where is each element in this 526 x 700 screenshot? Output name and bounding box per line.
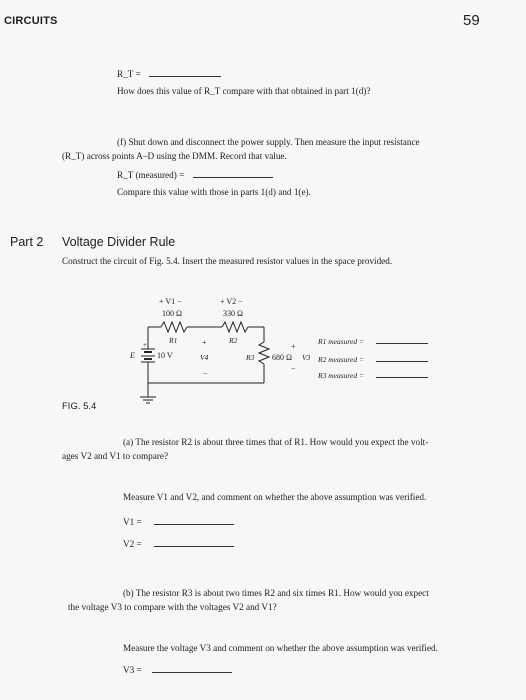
part-a-line2: ages V2 and V1 to compare? (62, 451, 169, 461)
r1-value: 100 Ω (162, 309, 182, 318)
r1-measured-label: R1 measured = (318, 337, 365, 346)
v4-plus: + (202, 338, 207, 347)
section-header: CIRCUITS (4, 15, 58, 27)
v2-field (123, 538, 234, 549)
page-number: 59 (463, 12, 480, 29)
v3-label: V3 (302, 353, 311, 362)
ground-symbol (140, 397, 156, 403)
battery-source (141, 349, 155, 362)
part-f-line1: (f) Shut down and disconnect the power supply. Then measure the input resistance (117, 137, 420, 147)
r2-resistor (222, 322, 248, 332)
r2-name: R2 (229, 336, 238, 345)
v3-answer-blank[interactable] (152, 664, 232, 673)
r3-name: R3 (246, 353, 255, 362)
rt-compare-question: How does this value of R_T compare with that obtained in part 1(d)? (117, 86, 371, 96)
r1-name: R1 (169, 336, 178, 345)
rt-label: R_T = (117, 69, 141, 79)
source-plus: + (143, 341, 147, 349)
v1-answer-blank[interactable] (154, 516, 234, 525)
v4-minus: − (203, 369, 208, 378)
r3-measured-field (318, 369, 428, 380)
r2-measured-blank[interactable] (376, 353, 428, 362)
v1-field (123, 516, 234, 527)
part-b-line2: the voltage V3 to compare with the voltages V2 and V1? (68, 602, 277, 612)
part-b-line1: (b) The resistor R3 is about two times R2 and six times R1. How would you expect (123, 588, 429, 598)
r3-resistor (259, 342, 269, 364)
part-b-measure: Measure the voltage V3 and comment on whether the above assumption was verified. (123, 643, 438, 653)
r1-measured-field (318, 335, 428, 346)
v2-answer-blank[interactable] (154, 538, 234, 547)
v2-label: + V2 − (220, 297, 243, 306)
part2-label: Part 2 (10, 235, 44, 249)
source-e-label: E (130, 351, 135, 360)
v3-field-label: V3 = (123, 665, 142, 675)
v2-field-label: V2 = (123, 539, 142, 549)
r1-resistor (161, 322, 187, 332)
v3-plus: + (291, 342, 296, 351)
source-value: 10 V (157, 351, 173, 360)
v1-label: + V1 − (159, 297, 182, 306)
r3-value: 680 Ω (272, 353, 292, 362)
r2-measured-field (318, 353, 428, 364)
r2-measured-label: R2 measured = (318, 355, 365, 364)
part-f-compare: Compare this value with those in parts 1(d) and 1(e). (117, 187, 311, 197)
v4-label: V4 (200, 353, 209, 362)
part-f-line2: (R_T) across points A–D using the DMM. Record that value. (62, 151, 287, 161)
part2-instruction: Construct the circuit of Fig. 5.4. Insert the measured resistor values in the space provided. (62, 256, 393, 266)
part-a-line1: (a) The resistor R2 is about three times that of R1. How would you expect the volt- (123, 437, 429, 447)
rt-measured-label: R_T (measured) = (117, 170, 185, 180)
r2-value: 330 Ω (223, 309, 243, 318)
r3-measured-label: R3 measured = (318, 371, 365, 380)
figure-label: FIG. 5.4 (62, 401, 97, 412)
r1-measured-blank[interactable] (376, 335, 428, 344)
v3-minus: − (291, 364, 296, 373)
r3-measured-blank[interactable] (376, 369, 428, 378)
part2-title: Voltage Divider Rule (62, 235, 176, 249)
v1-field-label: V1 = (123, 517, 142, 527)
v3-field (123, 664, 232, 675)
part-a-measure: Measure V1 and V2, and comment on whether the above assumption was verified. (123, 492, 427, 502)
